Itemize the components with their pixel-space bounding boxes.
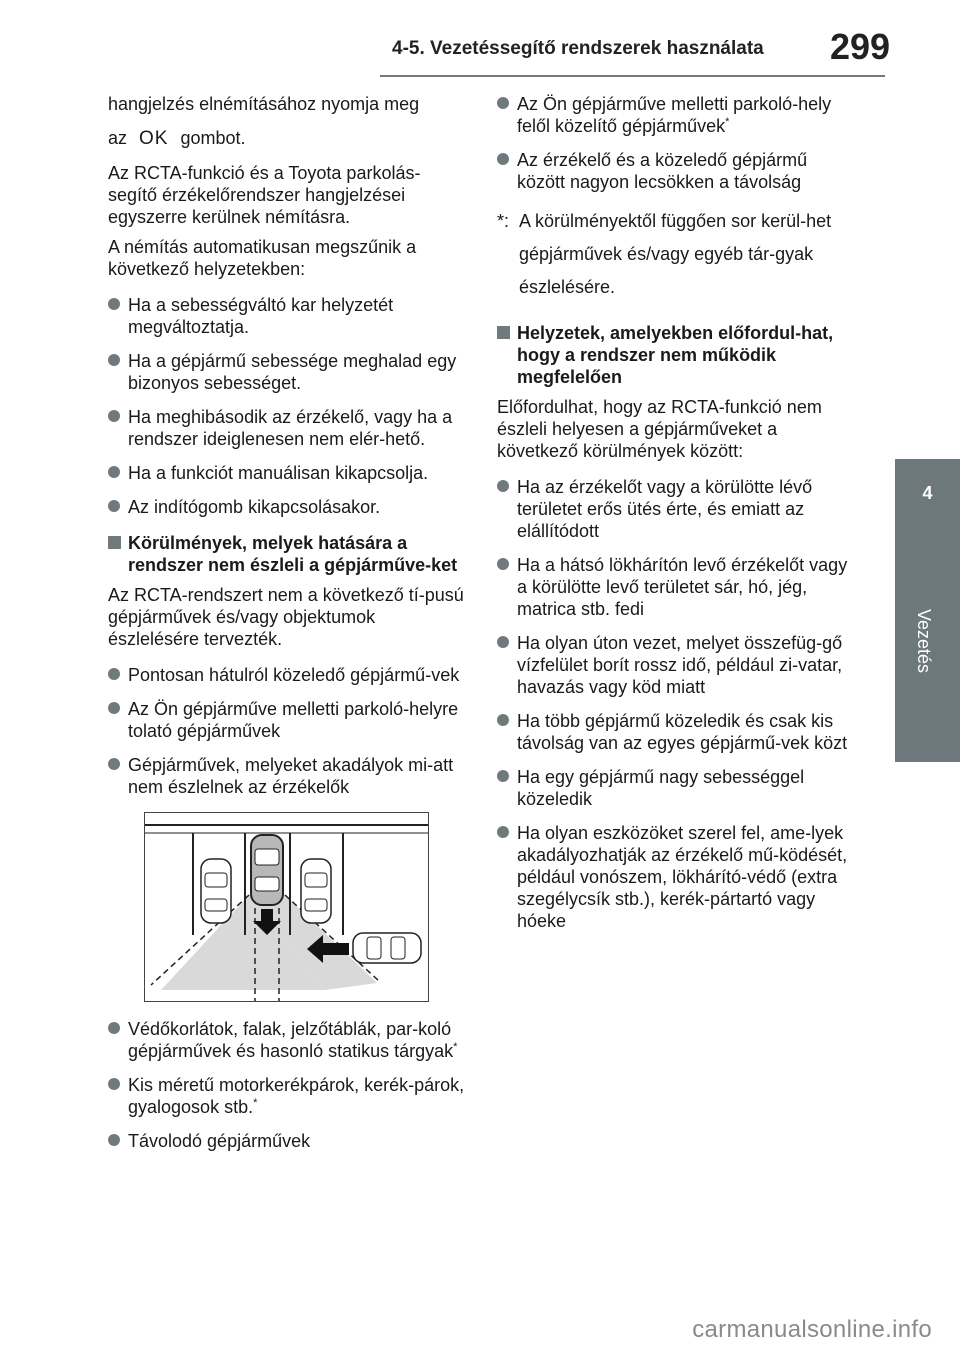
list-item: Ha a funkciót manuálisan kikapcsolja. (108, 462, 468, 484)
list-item: Az indítógomb kikapcsolásakor. (108, 496, 468, 518)
paragraph-malfunction: Előfordulhat, hogy az RCTA-funkció nem észleli helyesen a gépjárműveket a következő körülmények között: (497, 397, 822, 461)
paragraph-mute-info: Az RCTA-funkció és a Toyota parkolás-segítő érzékelőrendszer hangjelzései egyszerre kerülnek némításra. (108, 163, 421, 227)
footnote-marker: * (453, 1041, 458, 1053)
list-item-text: Védőkorlátok, falak, jelzőtáblák, par-koló gépjárművek és hasonló statikus tárgyak (128, 1019, 454, 1061)
list-item: Az Ön gépjárműve melletti parkoló-helyre tolató gépjárművek (108, 698, 468, 742)
list-item: Gépjárművek, melyeket akadályok mi-att nem észlelnek az érzékelők (108, 754, 468, 798)
header-title: 4-5. Vezetéssegítő rendszerek használata (392, 38, 764, 59)
list-item: Ha több gépjármű közeledik és csak kis távolság van az egyes gépjármű-vek közt (497, 710, 859, 754)
header-rule (380, 75, 885, 77)
list-item: Az érzékelő és a közeledő gépjármű között nagyon lecsökken a távolság (497, 149, 859, 193)
list-item: Pontosan hátulról közeledő gépjármű-vek (108, 664, 468, 686)
ok-button-icon: OK (139, 128, 169, 149)
list-item: Ha az érzékelőt vagy a körülötte lévő területet erős ütés érte, és emiatt az elállítódott (497, 476, 859, 542)
footnote-marker: * (725, 116, 730, 128)
footnote-mark: *: (497, 211, 510, 231)
list-item: Ha a hátsó lökhárítón levő érzékelőt vagy a körülötte levő területet sár, hó, jég, matrica stb. fedi (497, 554, 859, 620)
list-item: Ha a sebességváltó kar helyzetét megváltoztatja. (108, 294, 468, 338)
list-item (108, 1018, 468, 1062)
chapter-number: 4 (922, 483, 933, 503)
ok-word-gombot: gombot. (180, 128, 246, 148)
list-item-text: Kis méretű motorkerékpárok, kerék-párok, gyalogosok stb. (128, 1075, 465, 1117)
list-item-text: Az Ön gépjárműve melletti parkoló-hely felől közelítő gépjárművek (517, 94, 832, 136)
list-item: Távolodó gépjárművek (108, 1130, 468, 1152)
ok-word-az: az (108, 128, 128, 148)
footnote (497, 205, 859, 304)
left-column (108, 93, 468, 1164)
watermark: carmanualsonline.info (692, 1316, 932, 1343)
intro-text: hangjelzés elnémításához nyomja meg (108, 94, 420, 114)
chapter-label: Vezetés (914, 609, 934, 674)
parked-car-left (201, 859, 231, 923)
list-item: Ha olyan úton vezet, melyet összefüg-gő vízfelület borít rossz idő, például zi-vatar, havazás vagy köd miatt (497, 632, 859, 698)
parking-diagram (144, 812, 429, 1002)
list-item: Ha meghibásodik az érzékelő, vagy ha a rendszer ideiglenesen nem elér-hető. (108, 406, 468, 450)
list-item: Ha olyan eszközöket szerel fel, ame-lyek akadályozhatják az érzékelő mű-ködését, például vonószem, lökhárító-védő (extra szegélycsík stb.), kerék-pártartó vagy hóeke (497, 822, 859, 932)
list-item (497, 93, 859, 137)
page-number: 299 (830, 26, 891, 67)
footnote-marker: * (253, 1097, 258, 1109)
paragraph-detection-scope: Az RCTA-rendszert nem a következő tí-pusú gépjárművek és/vagy objektumok észlelésére tervezték. (108, 585, 464, 649)
own-car (251, 835, 283, 905)
list-item: Ha egy gépjármű nagy sebességgel közeledik (497, 766, 859, 810)
parked-car-right (301, 859, 331, 923)
approaching-car (353, 933, 421, 963)
right-column (497, 93, 859, 944)
chapter-side-tab[interactable] (895, 459, 960, 762)
footnote-text: A körülményektől függően sor kerül-het gépjárművek és/vagy egyéb tár-gyak észlelésére. (519, 211, 832, 297)
paragraph-mute-cancel: A némítás automatikusan megszűnik a következő helyzetekben: (108, 237, 417, 279)
ok-instruction (108, 127, 468, 150)
section-heading: Körülmények, melyek hatására a rendszer nem észleli a gépjárműve-ket (108, 532, 468, 576)
list-item: Ha a gépjármű sebessége meghalad egy bizonyos sebességet. (108, 350, 468, 394)
section-heading: Helyzetek, amelyekben előfordul-hat, hogy a rendszer nem működik megfelelően (497, 322, 859, 388)
list-item (108, 1074, 468, 1118)
